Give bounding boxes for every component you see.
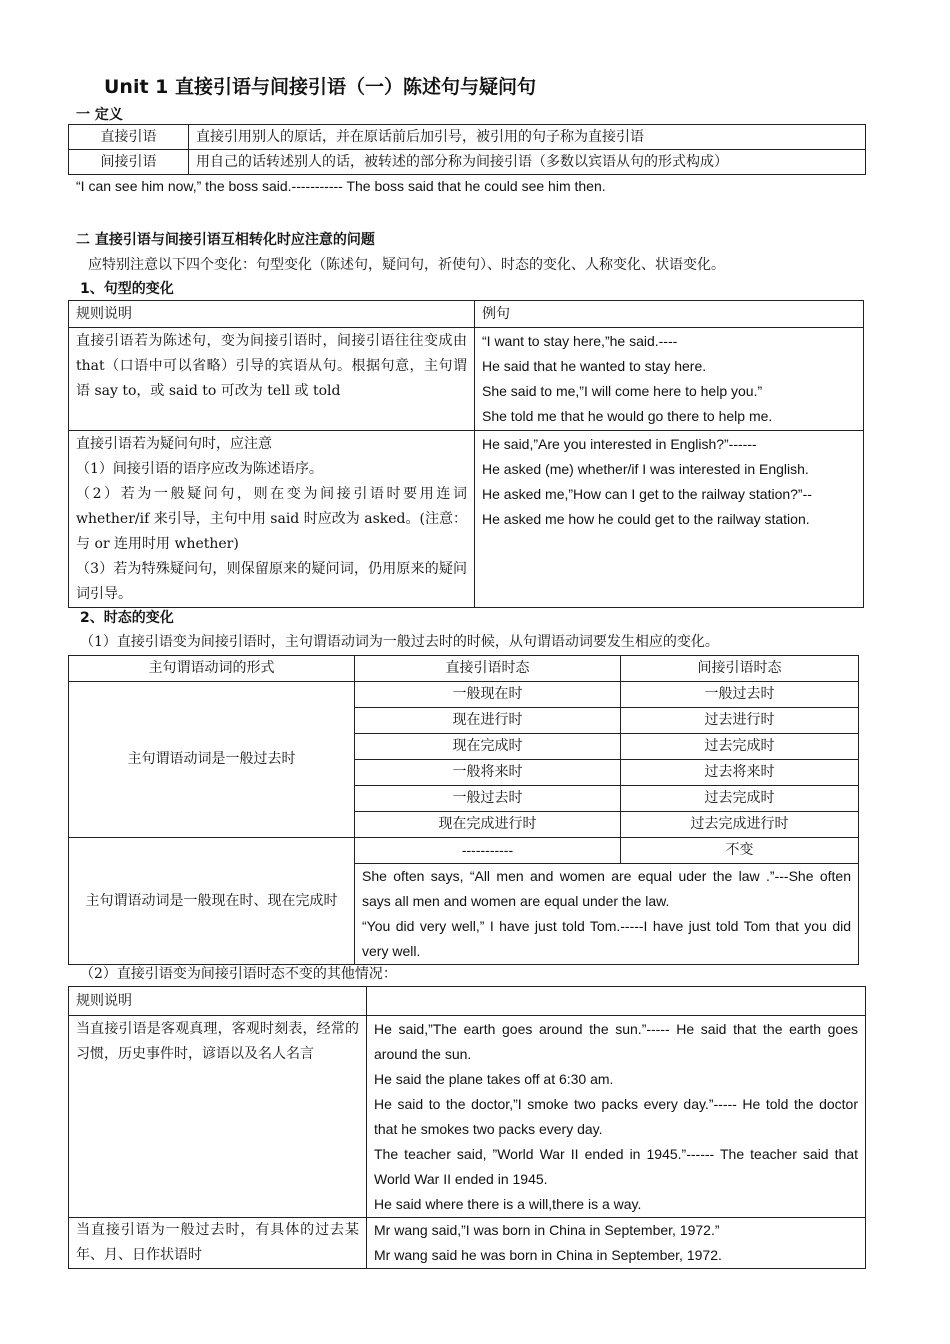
table-row xyxy=(69,150,866,175)
definition-cell: 用自己的话转述别人的话，被转述的部分称为间接引语（多数以宾语从句的形式构成） xyxy=(189,150,866,175)
table-row xyxy=(69,301,864,328)
direct-tense-cell: 一般过去时 xyxy=(355,786,621,812)
indirect-tense-cell: 过去完成时 xyxy=(621,786,859,812)
example-cell xyxy=(475,431,864,608)
example-line: He asked (me) whether/if I was interested in English. xyxy=(482,461,809,477)
table-row xyxy=(69,125,866,150)
unchanged-tense-intro: （2）直接引语变为间接引语时态不变的其他情况： xyxy=(80,966,397,982)
table-row xyxy=(69,838,859,864)
rule-line: （1）间接引语的语序应改为陈述语序。 xyxy=(76,461,323,477)
definition-table xyxy=(68,124,866,175)
term-cell: 间接引语 xyxy=(69,150,189,175)
table-row xyxy=(69,987,866,1016)
direct-tense-cell: 现在完成时 xyxy=(355,734,621,760)
direct-tense-cell: 一般现在时 xyxy=(355,682,621,708)
example-cell xyxy=(355,864,859,965)
example-line: “I want to stay here,”he said.---- xyxy=(482,333,678,349)
subsection-heading-sentence-type: 1、句型的变化 xyxy=(80,281,174,297)
term-cell: 直接引语 xyxy=(69,125,189,150)
sentence-type-table xyxy=(68,300,864,608)
section-heading-definition: 一 定义 xyxy=(76,107,123,123)
rule-line: （2）若为一般疑问句，则在变为间接引语时要用连词 whether/if 来引导，主句中用 said 时应改为 asked。(注意：与 or 连用时用 whether) xyxy=(76,486,467,552)
column-header-example xyxy=(367,987,866,1016)
table-row xyxy=(69,1016,866,1218)
example-line: He asked me how he could get to the railway station. xyxy=(482,511,810,527)
table-row xyxy=(69,1218,866,1269)
example-line: He said where there is a will,there is a way. xyxy=(374,1196,642,1212)
indirect-tense-cell: 过去完成时 xyxy=(621,734,859,760)
column-header: 间接引语时态 xyxy=(621,656,859,682)
indirect-tense-cell: 不变 xyxy=(621,838,859,864)
indirect-tense-cell: 过去完成进行时 xyxy=(621,812,859,838)
section-intro: 应特别注意以下四个变化：句型变化（陈述句，疑问句，祈使句）、时态的变化、人称变化、状语变化。 xyxy=(88,257,725,273)
rule-cell: 当直接引语为一般过去时，有具体的过去某年、月、日作状语时 xyxy=(69,1218,367,1269)
example-line: Mr wang said,”I was born in China in September, 1972.” xyxy=(374,1222,720,1238)
example-cell xyxy=(367,1016,866,1218)
indirect-tense-cell: 过去进行时 xyxy=(621,708,859,734)
column-header-rule: 规则说明 xyxy=(69,301,475,328)
example-line: She often says, “All men and women are equal uder the law .”---She often says all men and women are equal under the law. xyxy=(362,868,851,909)
example-cell xyxy=(367,1218,866,1269)
example-line: The teacher said, ”World War II ended in 1945.”------ The teacher said that World War II ended in 1945. xyxy=(374,1146,858,1187)
rule-line: 直接引语若为疑问句时，应注意 xyxy=(76,436,272,452)
main-verb-form-cell: 主句谓语动词是一般现在时、现在完成时 xyxy=(69,838,355,965)
example-line: She told me that he would go there to help me. xyxy=(482,408,773,424)
direct-tense-cell: 一般将来时 xyxy=(355,760,621,786)
example-line: He said,”The earth goes around the sun.”----- He said that the earth goes around the sun. xyxy=(374,1021,858,1062)
column-header: 主句谓语动词的形式 xyxy=(69,656,355,682)
rule-cell: 当直接引语是客观真理，客观时刻表，经常的习惯，历史事件时，谚语以及名人名言 xyxy=(69,1016,367,1218)
example-line: He said to the doctor,”I smoke two packs every day.”----- He told the doctor that he smokes two packs every day. xyxy=(374,1096,858,1137)
direct-tense-cell: 现在进行时 xyxy=(355,708,621,734)
example-cell xyxy=(475,328,864,431)
section-heading-conversion: 二 直接引语与间接引语互相转化时应注意的问题 xyxy=(76,232,375,248)
subsection-heading-tense: 2、时态的变化 xyxy=(80,610,174,626)
main-verb-form-cell: 主句谓语动词是一般过去时 xyxy=(69,682,355,838)
table-row xyxy=(69,328,864,431)
indirect-tense-cell: 过去将来时 xyxy=(621,760,859,786)
rule-cell: 直接引语若为陈述句，变为间接引语时，间接引语往往变成由 that（口语中可以省略）引导的宾语从句。根据句意，主句谓语 say to，或 said to 可改为 tell 或 told xyxy=(69,328,475,431)
table-row xyxy=(69,431,864,608)
column-header: 直接引语时态 xyxy=(355,656,621,682)
definition-example: “I can see him now,” the boss said.----------- The boss said that he could see him then. xyxy=(76,178,606,194)
direct-tense-cell: 现在完成进行时 xyxy=(355,812,621,838)
column-header-rule: 规则说明 xyxy=(69,987,367,1016)
tense-intro: （1）直接引语变为间接引语时，主句谓语动词为一般过去时的时候，从句谓语动词要发生相应的变化。 xyxy=(80,634,719,650)
example-line: He asked me,”How can I get to the railway station?”-- xyxy=(482,486,812,502)
rule-line: （3）若为特殊疑问句，则保留原来的疑问词，仍用原来的疑问词引导。 xyxy=(76,561,467,602)
unchanged-tense-table xyxy=(68,986,866,1269)
column-header-example: 例句 xyxy=(475,301,864,328)
example-line: Mr wang said he was born in China in September, 1972. xyxy=(374,1247,722,1263)
indirect-tense-cell: 一般过去时 xyxy=(621,682,859,708)
example-line: She said to me,”I will come here to help you.” xyxy=(482,383,763,399)
example-line: He said,”Are you interested in English?”------ xyxy=(482,436,757,452)
definition-cell: 直接引用别人的原话，并在原话前后加引号，被引用的句子称为直接引语 xyxy=(189,125,866,150)
page-title: Unit 1 直接引语与间接引语（一）陈述句与疑问句 xyxy=(104,76,537,98)
table-row xyxy=(69,682,859,708)
tense-table xyxy=(68,655,859,965)
example-line: He said that he wanted to stay here. xyxy=(482,358,707,374)
example-line: “You did very well,” I have just told Tom.-----I have just told Tom that you did very well. xyxy=(362,918,851,959)
rule-cell xyxy=(69,431,475,608)
table-header-row xyxy=(69,656,859,682)
direct-tense-cell: ----------- xyxy=(355,838,621,864)
example-line: He said the plane takes off at 6:30 am. xyxy=(374,1071,614,1087)
